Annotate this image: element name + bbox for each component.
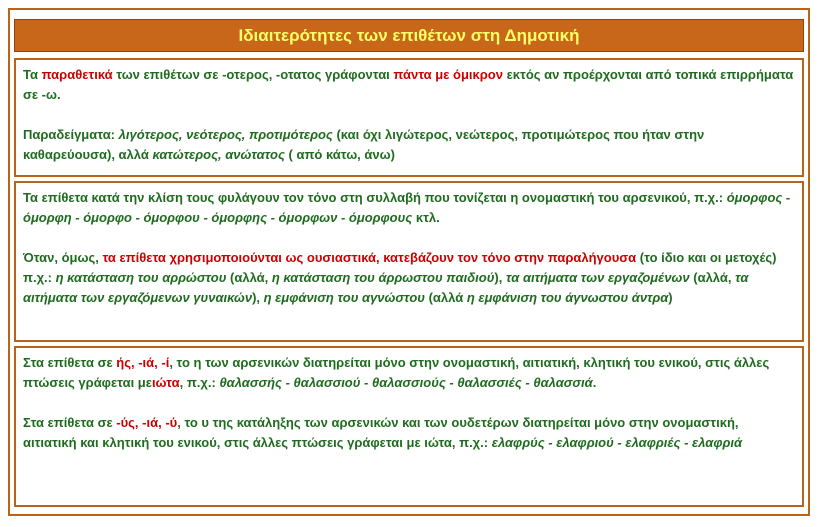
endings-ys-paragraph — [23, 413, 795, 453]
text: των επιθέτων σε -οτερος, -οτατος γράφονται — [112, 67, 394, 82]
highlight-text: -ύς, -ιά, -ύ — [116, 415, 178, 430]
text: ), — [252, 290, 264, 305]
highlight-text: ής, -ιά, -ί — [116, 355, 170, 370]
highlight-text: ιώτα — [151, 375, 180, 390]
panel-accent — [14, 181, 804, 342]
comparatives-rule-paragraph — [23, 65, 795, 105]
text: Στα επίθετα σε — [23, 415, 117, 430]
text: Παραδείγματα: — [23, 127, 119, 142]
text: εκτός αν προέρχονται από τοπικά επιρρήματα σε -ω. — [23, 67, 794, 102]
example-text: θαλασσής - θαλασσιού - θαλασσιούς - θαλασσιές - θαλασσιά — [219, 375, 593, 390]
text: Όταν, όμως, — [23, 250, 103, 265]
highlight-text: πάντα με όμικρον — [393, 67, 503, 82]
page-title: Ιδιαιτερότητες των επιθέτων στη Δημοτική — [14, 19, 804, 52]
text: (αλλά, — [689, 270, 736, 285]
example-text: κατώτερος, ανώτατος — [152, 147, 285, 162]
example-text: η κατάσταση του αρρώστου — [55, 270, 227, 285]
example-text: ελαφρύς - ελαφριού - ελαφριές - ελαφριά — [491, 435, 743, 450]
text: ( από κάτω, άνω) — [284, 147, 395, 162]
text: , το υ της κατάληξης των αρσενικών και των ουδετέρων διατηρείται μόνο στην ονομαστική, αιτιατική και κλητική του ενικού, στις άλλες πτώσεις γράφεται με ιώτα, π.χ.: — [23, 415, 739, 450]
example-text: η κατάσταση του άρρωστου παιδιού — [271, 270, 495, 285]
accent-exception-paragraph — [23, 248, 795, 308]
example-text: όμορφος - όμορφη - όμορφο - όμορφου - όμορφης - όμορφων - όμορφους — [23, 190, 791, 225]
text: , το η των αρσενικών διατηρείται μόνο στην ονομαστική, αιτιατική, κλητική του ενικού, στις άλλες πτώσεις γράφεται με — [23, 355, 770, 390]
comparatives-examples-paragraph — [23, 125, 795, 165]
text: Στα επίθετα σε — [23, 355, 117, 370]
panel-endings — [14, 346, 804, 507]
text: (αλλά, — [226, 270, 272, 285]
text: ), — [494, 270, 506, 285]
text: Τα επίθετα κατά την κλίση τους φυλάγουν τον τόνο στη συλλαβή που τονίζεται η ονομαστική του αρσενικού, π.χ.: — [23, 190, 727, 205]
example-text: τα αιτήματα των εργαζομένων — [505, 270, 690, 285]
text: Τα — [23, 67, 42, 82]
text: ) — [668, 290, 673, 305]
text: (και όχι λιγώτερος, νεώτερος, προτιμώτερος που ήταν στην καθαρεύουσα), αλλά — [23, 127, 705, 162]
example-text: τα αιτήματα των εργαζόμενων γυναικών — [23, 270, 749, 305]
accent-rule-paragraph — [23, 188, 795, 228]
highlight-text: τα επίθετα χρησιμοποιούνται ως ουσιαστικά, κατεβάζουν τον τόνο στην παραλήγουσα — [102, 250, 637, 265]
highlight-text: παραθετικά — [41, 67, 113, 82]
text: (το ίδιο και οι μετοχές) π.χ.: — [23, 250, 777, 285]
example-text: η εμφάνιση του αγνώστου — [263, 290, 425, 305]
example-text: η εμφάνιση του άγνωστου άντρα — [466, 290, 669, 305]
panel-comparatives — [14, 58, 804, 177]
endings-is-paragraph — [23, 353, 795, 393]
example-text: λιγότερος, νεότερος, προτιμότερος — [118, 127, 333, 142]
text: (αλλά — [424, 290, 467, 305]
text: κτλ. — [412, 210, 440, 225]
text: . — [592, 375, 597, 390]
text: , π.χ.: — [179, 375, 220, 390]
